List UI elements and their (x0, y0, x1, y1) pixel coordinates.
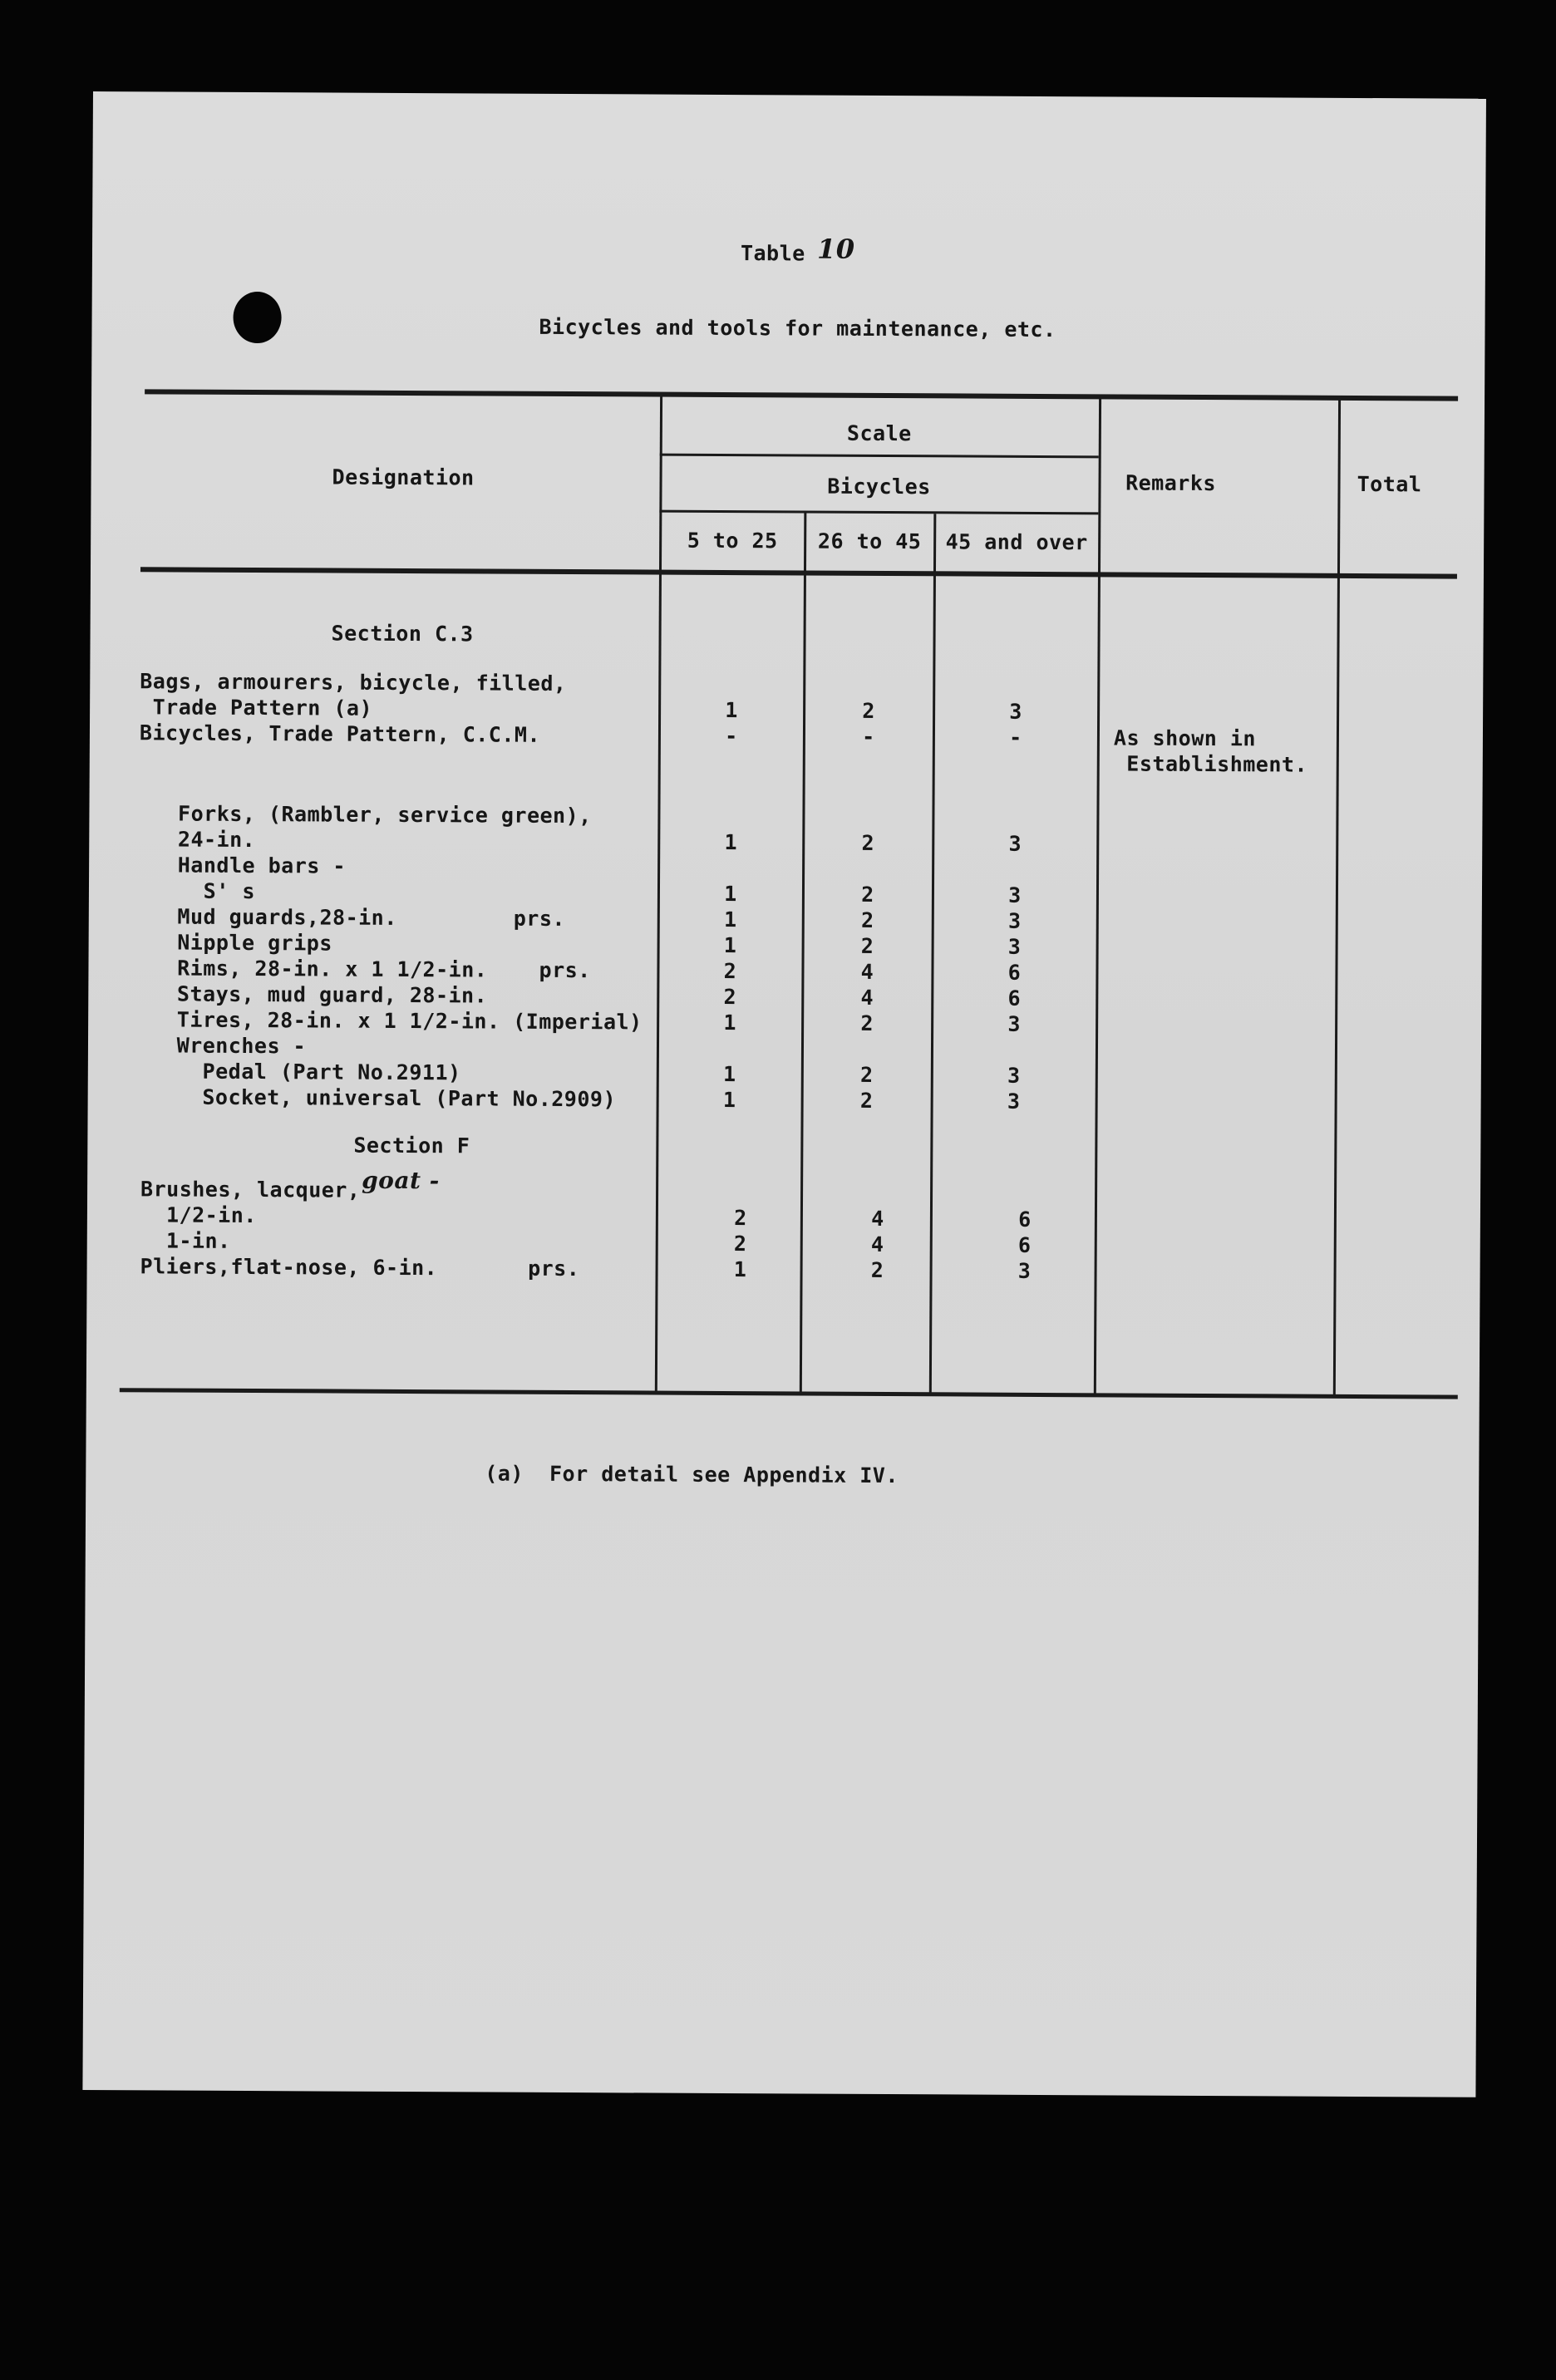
designation-cell: Socket, universal (Part No.2909) (137, 1084, 617, 1112)
value-cell: 2 (860, 1011, 874, 1035)
header-total: Total (1357, 471, 1422, 497)
remarks-cell: Establishment. (1113, 751, 1308, 777)
value-cell: 1 (723, 1010, 737, 1035)
value-cell: 2 (862, 698, 875, 723)
designation-cell: Trade Pattern (a) (140, 695, 373, 720)
handwritten-goat: goat - (362, 1166, 440, 1195)
value-cell: 2 (860, 933, 874, 958)
value-cell: 2 (860, 907, 874, 932)
value-cell: 2 (861, 830, 875, 855)
table-label: Table (740, 241, 805, 266)
designation-cell: Pedal (Part No.2911) (137, 1059, 461, 1085)
top-rule (145, 389, 1458, 401)
value-cell: 1 (723, 907, 737, 932)
value-cell: 1 (725, 697, 738, 723)
value-cell: 4 (860, 959, 874, 984)
value-cell: 1 (724, 881, 737, 907)
designation-cell: Stays, mud guard, 28-in. (138, 981, 488, 1008)
designation-cell: Wrenches - (137, 1033, 307, 1059)
designation-cell: 24-in. (139, 827, 256, 853)
footnote: (a) For detail see Appendix IV. (485, 1461, 899, 1488)
value-cell: 3 (1007, 934, 1022, 959)
designation-cell: Pliers,flat-nose, 6-in. prs. (140, 1254, 580, 1281)
value-cell: 6 (1007, 960, 1022, 985)
table-title: Bicycles and tools for maintenance, etc. (539, 314, 1056, 342)
value-cell: - (725, 723, 738, 749)
value-cell: 6 (1017, 1232, 1032, 1257)
value-cell: 3 (1009, 699, 1022, 724)
punch-hole (233, 292, 281, 343)
value-cell: 2 (723, 958, 737, 984)
value-cell: 1 (722, 1061, 736, 1087)
bicycles-rule (659, 510, 1098, 515)
value-cell: 6 (1018, 1207, 1032, 1232)
value-cell: 4 (860, 985, 874, 1010)
value-cell: 2 (723, 984, 737, 1010)
header-range-45-over: 45 and over (945, 529, 1088, 555)
designation-cell: 1/2-in. (140, 1202, 257, 1228)
header-bicycles: Bicycles (827, 474, 931, 499)
value-cell: 2 (733, 1232, 747, 1256)
designation-cell: Mud guards,28-in. prs. (138, 904, 566, 931)
scales-rule (660, 454, 1099, 459)
designation-cell: Handle bars - (139, 853, 347, 878)
value-cell: 1 (724, 829, 738, 855)
col-divider-remarks (1333, 399, 1341, 1396)
designation-cell: Bicycles, Trade Pattern, C.C.M. (139, 720, 541, 747)
value-cell: 3 (1007, 1063, 1021, 1088)
value-cell: 1 (723, 932, 737, 958)
header-range-26-45: 26 to 45 (817, 529, 922, 554)
value-cell: 3 (1007, 1011, 1021, 1036)
header-range-5-25: 5 to 25 (687, 528, 778, 553)
designation-cell: Brushes, lacquer, (140, 1177, 374, 1202)
designation-cell: Nipple grips (138, 930, 332, 956)
header-designation: Designation (332, 465, 475, 490)
value-cell: 2 (859, 1062, 874, 1087)
value-cell: 2 (734, 1206, 747, 1231)
section-heading-c3: Section C.3 (331, 621, 474, 647)
document-page (82, 91, 1486, 2097)
value-cell: 3 (1008, 883, 1022, 907)
designation-cell: Rims, 28-in. x 1 1/2-in. prs. (138, 956, 591, 983)
value-cell: 4 (871, 1206, 884, 1232)
value-cell: 4 (870, 1232, 884, 1257)
table-number-handwritten: 10 (816, 233, 855, 265)
value-cell: 3 (1017, 1258, 1032, 1283)
header-scales: Scale (846, 420, 912, 446)
value-cell: 6 (1007, 986, 1022, 1011)
designation-cell: Bags, armourers, bicycle, filled, (140, 669, 567, 696)
value-cell: 2 (861, 882, 874, 907)
header-bottom-rule (140, 567, 1457, 578)
header-remarks: Remarks (1125, 470, 1217, 496)
value-cell: 3 (1008, 831, 1022, 856)
value-cell: 3 (1007, 1089, 1021, 1114)
value-cell: - (862, 724, 875, 749)
designation-cell: S' s (138, 878, 256, 904)
value-cell: 2 (870, 1257, 884, 1283)
value-cell: 2 (859, 1088, 874, 1113)
designation-cell: Tires, 28-in. x 1 1/2-in. (Imperial) (138, 1007, 643, 1035)
value-cell: 1 (733, 1257, 747, 1282)
section-heading-f: Section F (353, 1133, 470, 1158)
designation-cell: 1-in. (140, 1228, 231, 1253)
value-cell: - (1009, 725, 1022, 750)
value-cell: 3 (1007, 908, 1022, 933)
designation-cell: Forks, (Rambler, service green), (139, 801, 592, 829)
table-bottom-rule (120, 1388, 1458, 1399)
remarks-cell: As shown in (1113, 725, 1257, 751)
value-cell: 1 (722, 1087, 736, 1113)
